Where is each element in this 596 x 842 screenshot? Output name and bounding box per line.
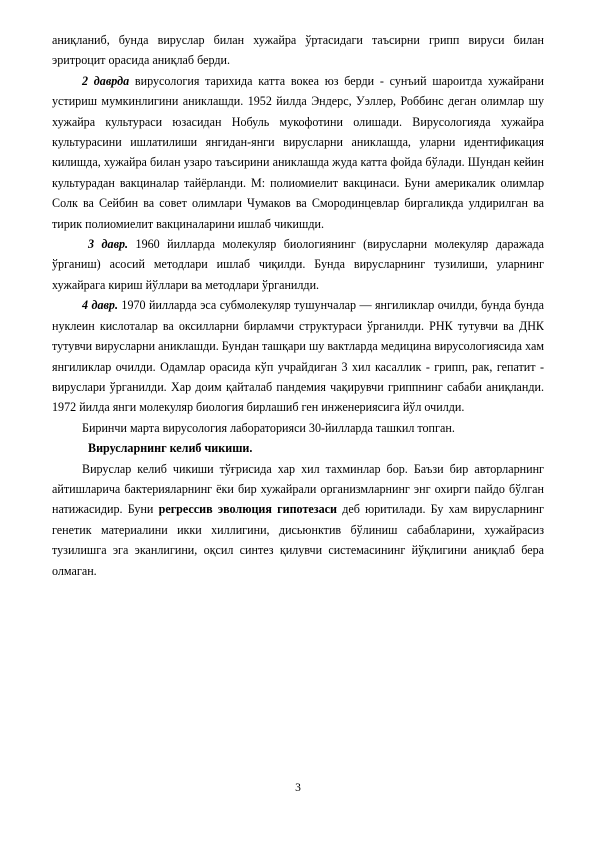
first-lab-text: Биринчи марта вирусология лабораторияси 30-йилларда ташкил топган. <box>82 420 455 435</box>
hypothesis-term: регрессив эволюция гипотезаси <box>158 502 338 517</box>
period-4-label: 4 давр. <box>82 298 118 313</box>
period-3-text: 1960 йилларда молекуляр биологиянинг (вирусларни молекуляр даражада ўрганиш) асосий методлари ишлаб чиқилди. Бунда вирусларнинг тузилиши, уларнинг хужайрага кириш йўллари ва методлари ўрганилди. <box>52 237 544 292</box>
paragraph-period-3 <box>52 234 544 295</box>
paragraph-period-2 <box>52 71 544 234</box>
page-number: 3 <box>295 782 301 794</box>
paragraph-first-lab <box>52 418 544 438</box>
period-3-label: 3 давр. <box>88 237 129 252</box>
paragraph-period-4 <box>52 295 544 417</box>
paragraph-continuation <box>52 30 544 71</box>
body-text <box>52 30 544 581</box>
section-heading: Вирусларнинг келиб чикиши. <box>88 441 253 456</box>
paragraph-1-text: аниқланиб, бунда вируслар билан хужайра ўртасидаги таъсирни грипп вируси билан эритроцит орасида аниқлаб берди. <box>52 33 544 68</box>
period-2-label: 2 даврда <box>82 73 130 88</box>
period-2-text: вирусология тарихида катта вокеа юз берди - сунъий шароитда хужайрани устириш мумкинлигини аниклашди. 1952 йилда Эндерс, Уэллер, Роббинс деган олимлар шу хужайра культураси юзасидан Нобуль мукофотини олишади. Вирусологияда хужайра культурасини ишлатилиши янгидан-янги вирусларни аниклашда, уларни идентификация килишда, хужайра билан узаро таъсирини аниклашда жуда катта фойда бўлади. Шундан кейин культурадан вакциналар тайёрланди. М: полиомиелит вакцинаси. Буни америкалик олимлар Солк ва Сейбин ва совет олимлари Чумаков ва Смородинцевлар биргаликда улдирилган ва тирик полиомиелит вакциналарини ишлаб чикишди. <box>52 73 544 231</box>
paragraph-origin <box>52 459 544 581</box>
origin-text-before: Вируслар келиб чикиши тўғрисида хар хил тахминлар бор. Баъзи бир авторларнинг айтишларича бактерияларнинг ёки бир хужайрали организмларнинг энг охирги пайдо бўлган натижасидир. Буни <box>52 461 544 517</box>
origin-text-after: деб юритилади. Бу хам вирусларнинг генетик материалини икки хиллигини, дисьюнктив бўлиниш сабабларини, хужайрасиз тузилишга эга эканлигини, оқсил синтез қилувчи системасининг йўқлигини аниқлаб бера олмаган. <box>52 502 544 578</box>
period-4-text: 1970 йилларда эса субмолекуляр тушунчалар — янгиликлар очилди, бунда бунда нуклеин кислоталар ва оксилларни бирламчи структураси ўрганилди. РНК тутувчи ва ДНК тутувчи вирусларни аниклашди. Бундан ташқари шу вактларда медицина вирусологиясида хам янгиликлар очилди. Одамлар орасида кўп учрайдиган 3 хил касаллик - грипп, рак, гепатит - вируслари ўрганилди. Хар доим қайталаб пандемия чақирувчи гриппнинг сабаби аниқланди. 1972 йилда янги молекуляр биология бирлашиб ген инженериясига йўл очилди. <box>52 298 544 415</box>
